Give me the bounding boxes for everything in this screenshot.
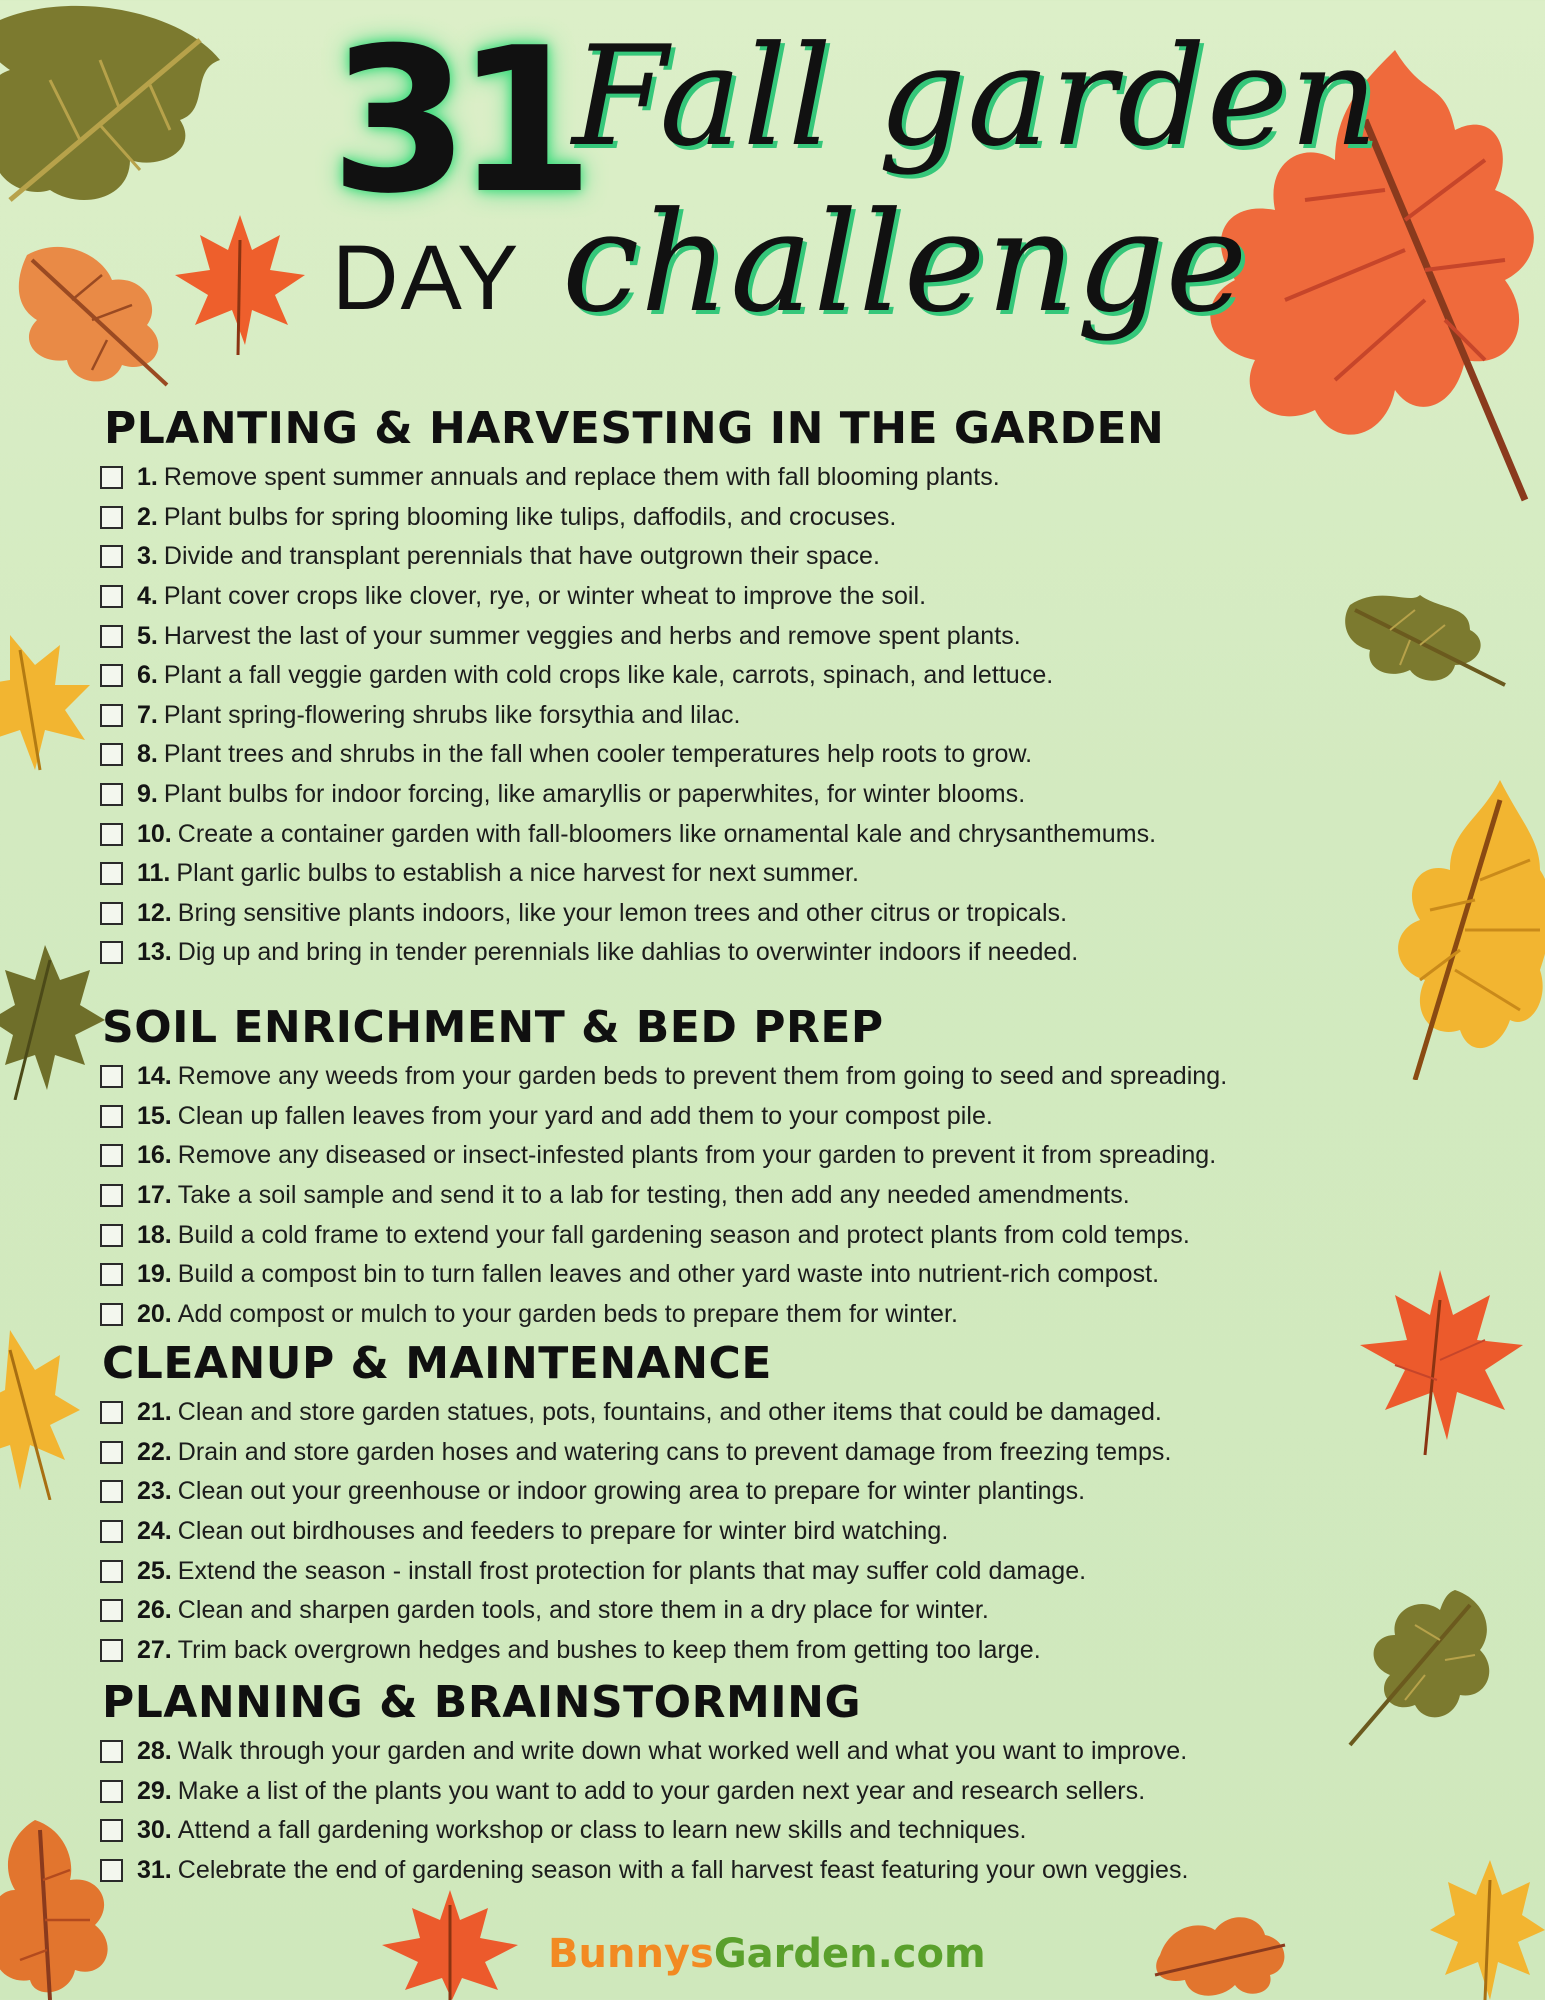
item-number: 17. [137, 1181, 172, 1210]
item-number: 6. [137, 661, 158, 690]
item-text: Clean out birdhouses and feeders to prepare for winter bird watching. [177, 1517, 949, 1546]
checkbox[interactable] [100, 1859, 123, 1882]
checkbox[interactable] [100, 862, 123, 885]
item-number: 27. [137, 1635, 172, 1664]
checkbox[interactable] [100, 1105, 123, 1128]
item-number: 19. [137, 1260, 172, 1289]
checklist-item [100, 1295, 1470, 1335]
section-soil-enrichment [100, 1001, 1470, 1334]
checkbox[interactable] [100, 1224, 123, 1247]
item-text: Plant spring-flowering shrubs like forsythia and lilac. [163, 700, 741, 729]
item-text: Clean up fallen leaves from your yard and add them to your compost pile. [177, 1101, 993, 1130]
checkbox[interactable] [100, 941, 123, 964]
checklist-item [100, 1472, 1470, 1512]
item-text: Clean out your greenhouse or indoor growing area to prepare for winter plantings. [177, 1477, 1086, 1506]
checklist [100, 1393, 1470, 1670]
checklist-item [100, 735, 1470, 775]
checkbox[interactable] [100, 1599, 123, 1622]
checklist-item [100, 1393, 1470, 1433]
section-heading: PLANTING & HARVESTING IN THE GARDEN [104, 403, 1165, 454]
item-text: Drain and store garden hoses and watering cans to prevent damage from freezing temps. [177, 1437, 1172, 1466]
checklist-item [100, 656, 1470, 696]
item-text: Celebrate the end of gardening season with a fall harvest feast featuring your own veggies. [177, 1856, 1189, 1885]
checklist-item [100, 894, 1470, 934]
item-text: Walk through your garden and write down what worked well and what you want to improve. [177, 1737, 1188, 1766]
checklist-item [100, 1512, 1470, 1552]
checkbox[interactable] [100, 1144, 123, 1167]
item-text: Harvest the last of your summer veggies and herbs and remove spent plants. [163, 621, 1021, 650]
brand-name-part1: Bunnys [548, 1931, 714, 1977]
item-text: Clean and store garden statues, pots, fountains, and other items that could be damaged. [177, 1398, 1162, 1427]
item-number: 3. [137, 542, 158, 571]
item-text: Extend the season - install frost protection for plants that may suffer cold damage. [177, 1556, 1087, 1585]
checklist-item [100, 1176, 1470, 1216]
checkbox[interactable] [100, 1520, 123, 1543]
yellow-maple-leaf-icon [0, 1330, 80, 1500]
item-number: 14. [137, 1062, 172, 1091]
item-text: Make a list of the plants you want to add to your garden next year and research sellers. [177, 1776, 1146, 1805]
checklist-item [100, 1551, 1470, 1591]
item-text: Create a container garden with fall-bloomers like ornamental kale and chrysanthemums. [177, 819, 1157, 848]
checkbox[interactable] [100, 545, 123, 568]
section-heading: PLANNING & BRAINSTORMING [102, 1677, 862, 1728]
checkbox[interactable] [100, 902, 123, 925]
item-text: Plant garlic bulbs to establish a nice harvest for next summer. [176, 859, 860, 888]
checkbox[interactable] [100, 585, 123, 608]
checklist-item [100, 1811, 1470, 1851]
checkbox[interactable] [100, 1480, 123, 1503]
item-number: 21. [137, 1398, 172, 1427]
checklist-item [100, 814, 1470, 854]
checkbox[interactable] [100, 506, 123, 529]
item-text: Plant bulbs for indoor forcing, like amaryllis or paperwhites, for winter blooms. [163, 780, 1026, 809]
item-number: 13. [137, 938, 172, 967]
item-number: 18. [137, 1220, 172, 1249]
checkbox[interactable] [100, 1639, 123, 1662]
checklist-item [100, 577, 1470, 617]
checklist-item [100, 1097, 1470, 1137]
item-text: Build a compost bin to turn fallen leaves and other yard waste into nutrient-rich compost. [177, 1260, 1160, 1289]
checkbox[interactable] [100, 1263, 123, 1286]
checklist [100, 1057, 1470, 1334]
title-day: DAY [332, 227, 521, 329]
item-number: 7. [137, 700, 158, 729]
item-text: Plant a fall veggie garden with cold crops like kale, carrots, spinach, and lettuce. [163, 661, 1054, 690]
checklist-item [100, 1631, 1470, 1671]
red-maple-leaf-icon [380, 1890, 520, 2000]
checklist-item [100, 1732, 1470, 1772]
checkbox[interactable] [100, 1184, 123, 1207]
item-text: Remove any weeds from your garden beds to prevent them from going to seed and spreading. [177, 1062, 1228, 1091]
title-number: 31 [330, 5, 581, 238]
checklist-item [100, 1136, 1470, 1176]
section-planting-harvesting [100, 402, 1470, 973]
item-text: Bring sensitive plants indoors, like your lemon trees and other citrus or tropicals. [177, 898, 1068, 927]
item-number: 9. [137, 780, 158, 809]
section-planning-brainstorming [100, 1676, 1470, 1890]
item-text: Remove spent summer annuals and replace them with fall blooming plants. [163, 463, 1000, 492]
brand-name-part2: Garden.com [713, 1931, 986, 1977]
title-script-line2: challenge [562, 182, 1249, 343]
checklist [100, 1732, 1470, 1890]
item-text: Dig up and bring in tender perennials like dahlias to overwinter indoors if needed. [177, 938, 1079, 967]
checklist-item [100, 1591, 1470, 1631]
item-text: Divide and transplant perennials that have outgrown their space. [163, 542, 880, 571]
item-text: Plant bulbs for spring blooming like tulips, daffodils, and crocuses. [163, 502, 897, 531]
checkbox[interactable] [100, 1303, 123, 1326]
checkbox[interactable] [100, 625, 123, 648]
checklist [100, 458, 1470, 973]
checklist-item [100, 537, 1470, 577]
checkbox[interactable] [100, 1819, 123, 1842]
section-heading: SOIL ENRICHMENT & BED PREP [102, 1002, 884, 1053]
checkbox[interactable] [100, 704, 123, 727]
item-number: 31. [137, 1856, 172, 1885]
orange-oak-leaf-icon [1150, 1905, 1290, 2000]
checklist-item [100, 1255, 1470, 1295]
item-number: 24. [137, 1517, 172, 1546]
section-heading: CLEANUP & MAINTENANCE [102, 1338, 772, 1389]
checklist-item [100, 1215, 1470, 1255]
item-text: Attend a fall gardening workshop or class to learn new skills and techniques. [177, 1816, 1027, 1845]
checkbox[interactable] [100, 1780, 123, 1803]
checklist-item [100, 933, 1470, 973]
item-number: 1. [137, 463, 158, 492]
item-number: 8. [137, 740, 158, 769]
item-text: Build a cold frame to extend your fall gardening season and protect plants from cold temps. [177, 1220, 1190, 1249]
item-number: 28. [137, 1737, 172, 1766]
checklist-item [100, 1851, 1470, 1891]
checkbox[interactable] [100, 743, 123, 766]
checkbox[interactable] [100, 1065, 123, 1088]
checkbox[interactable] [100, 466, 123, 489]
checkbox[interactable] [100, 1560, 123, 1583]
checklist-item [100, 498, 1470, 538]
checklist-item [100, 775, 1470, 815]
checkbox[interactable] [100, 1441, 123, 1464]
checkbox[interactable] [100, 823, 123, 846]
checklist-item [100, 458, 1470, 498]
checkbox[interactable] [100, 664, 123, 687]
item-text: Plant trees and shrubs in the fall when cooler temperatures help roots to grow. [163, 740, 1033, 769]
item-text: Take a soil sample and send it to a lab for testing, then add any needed amendments. [177, 1181, 1130, 1210]
checklist-item [100, 1057, 1470, 1097]
section-cleanup-maintenance [100, 1337, 1470, 1670]
item-number: 4. [137, 582, 158, 611]
item-number: 22. [137, 1437, 172, 1466]
item-number: 25. [137, 1556, 172, 1585]
item-number: 20. [137, 1299, 172, 1328]
item-number: 12. [137, 898, 172, 927]
item-number: 15. [137, 1101, 172, 1130]
yellow-maple-leaf-icon [0, 630, 100, 780]
item-number: 30. [137, 1816, 172, 1845]
checkbox[interactable] [100, 1740, 123, 1763]
item-text: Plant cover crops like clover, rye, or winter wheat to improve the soil. [163, 582, 927, 611]
item-number: 2. [137, 502, 158, 531]
checklist-item [100, 696, 1470, 736]
item-number: 26. [137, 1596, 172, 1625]
olive-maple-leaf-icon [0, 940, 105, 1100]
item-number: 11. [137, 859, 171, 888]
item-text: Remove any diseased or insect-infested plants from your garden to prevent it from spreading. [177, 1141, 1217, 1170]
item-number: 29. [137, 1776, 172, 1805]
item-number: 23. [137, 1477, 172, 1506]
page-title [0, 0, 1545, 400]
title-script-line1: Fall garden [572, 16, 1380, 177]
item-text: Add compost or mulch to your garden beds to prepare them for winter. [177, 1299, 958, 1328]
checklist-item [100, 616, 1470, 656]
checklist-item [100, 854, 1470, 894]
item-number: 5. [137, 621, 158, 650]
item-text: Clean and sharpen garden tools, and store them in a dry place for winter. [177, 1596, 989, 1625]
checkbox[interactable] [100, 783, 123, 806]
item-number: 10. [137, 819, 172, 848]
item-text: Trim back overgrown hedges and bushes to keep them from getting too large. [177, 1635, 1041, 1664]
checklist-item [100, 1772, 1470, 1812]
item-number: 16. [137, 1141, 172, 1170]
footer-brand-link[interactable] [548, 1926, 1048, 1982]
checklist-item [100, 1433, 1470, 1473]
checkbox[interactable] [100, 1401, 123, 1424]
